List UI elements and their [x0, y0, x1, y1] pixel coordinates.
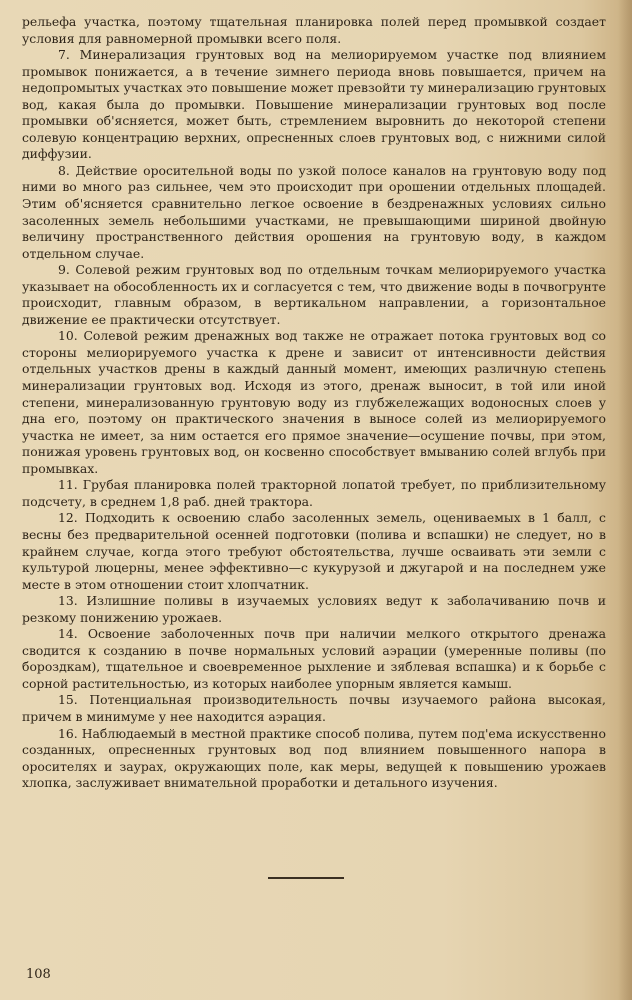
- paragraph-continuation: рельефа участка, поэтому тщательная планировка полей перед промывкой создает условия для равномерной промывки всего поля.: [22, 14, 606, 46]
- paragraph-12: 12. Подходить к освоению слабо засоленных земель, оцениваемых в 1 балл, с весны без предварительной осенней подготовки (полива и вспашки) не следует, но в крайнем случае, когда этого требуют обстоятельства, лучше осваивать эти земли с культурой люцерны, менее эффективно—с кукурузой и джугарой и на последнем уже месте в этом отношении стоит хлопчатник.: [22, 510, 606, 592]
- page-edge-shadow: [618, 0, 632, 1000]
- paragraph-7: 7. Минерализация грунтовых вод на мелиорируемом участке под влиянием промывок понижается, а в течение зимнего периода вновь повышается, причем на недопромытых участках это повышение может превзойти ту минерализацию грунтовых вод, какая была до промывки. Повышение минерализации грунтовых вод после промывки об'ясняется, может быть, стремлением выровнить до некоторой степени солевую концентрацию верхних, опресненных слоев грунтовых вод, с нижними силой диффузии.: [22, 47, 606, 162]
- section-end-rule: [268, 877, 344, 879]
- paragraph-14: 14. Освоение заболоченных почв при наличии мелкого открытого дренажа сводится к созданию в почве нормальных условий аэрации (умеренные поливы (по бороздкам), тщательное и своевременное рыхление и зяблевая вспашка) и к борьбе с сорной растительностью, из которых наиболее упорным является камыш.: [22, 626, 606, 691]
- paragraph-11: 11. Грубая планировка полей тракторной лопатой требует, по приблизительному подсчету, в среднем 1,8 раб. дней трактора.: [22, 477, 606, 509]
- paragraph-10: 10. Солевой режим дренажных вод также не отражает потока грунтовых вод со стороны мелиорируемого участка к дрене и зависит от интенсивности действия отдельных участков дрены в каждый данный момент, имеющих различную степень минерализации грунтовых вод. Исходя из этого, дренаж выносит, в той или иной степени, минерализованную грунтовую воду из глубжележащих водоносных слоев у дна его, поэтому он практического значения в выносе солей из мелиорируемого участка не имеет, за ним остается его прямое значение—осушение почвы, при этом, понижая уровень грунтовых вод, он косвенно способствует вмыванию солей вглубь при промывках.: [22, 328, 606, 476]
- page-number: 108: [26, 967, 51, 982]
- body-text: [22, 14, 606, 792]
- paragraph-8: 8. Действие оросительной воды по узкой полосе каналов на грунтовую воду под ними во много раз сильнее, чем это происходит при орошении отдельных площадей. Этим об'ясняется сравнительно легкое освоение в бездренажных условиях сильно засоленных земель небольшими участками, не превышающими шириной двойную величину пространственного действия орошения на грунтовую воду, в каждом отдельном случае.: [22, 162, 606, 261]
- paragraph-16: 16. Наблюдаемый в местной практике способ полива, путем под'ема искусственно созданных, опресненных грунтовых вод под влиянием повышенного напора в оросителях и заурах, окружающих поле, как меры, ведущей к повышению урожаев хлопка, заслуживает внимательной проработки и детального изучения.: [22, 725, 606, 791]
- paragraph-9: 9. Солевой режим грунтовых вод по отдельным точкам мелиорируемого участка указывает на обособленность их и согласуется с тем, что движение воды в почвогрунте происходит, главным образом, в вертикальном направлении, а горизонтальное движение ее практически отсутствует.: [22, 262, 606, 327]
- paragraph-13: 13. Излишние поливы в изучаемых условиях ведут к заболачиванию почв и резкому понижению урожаев.: [22, 593, 606, 625]
- paragraph-15: 15. Потенциальная производительность почвы изучаемого района высокая, причем в минимуме у нее находится аэрация.: [22, 692, 606, 724]
